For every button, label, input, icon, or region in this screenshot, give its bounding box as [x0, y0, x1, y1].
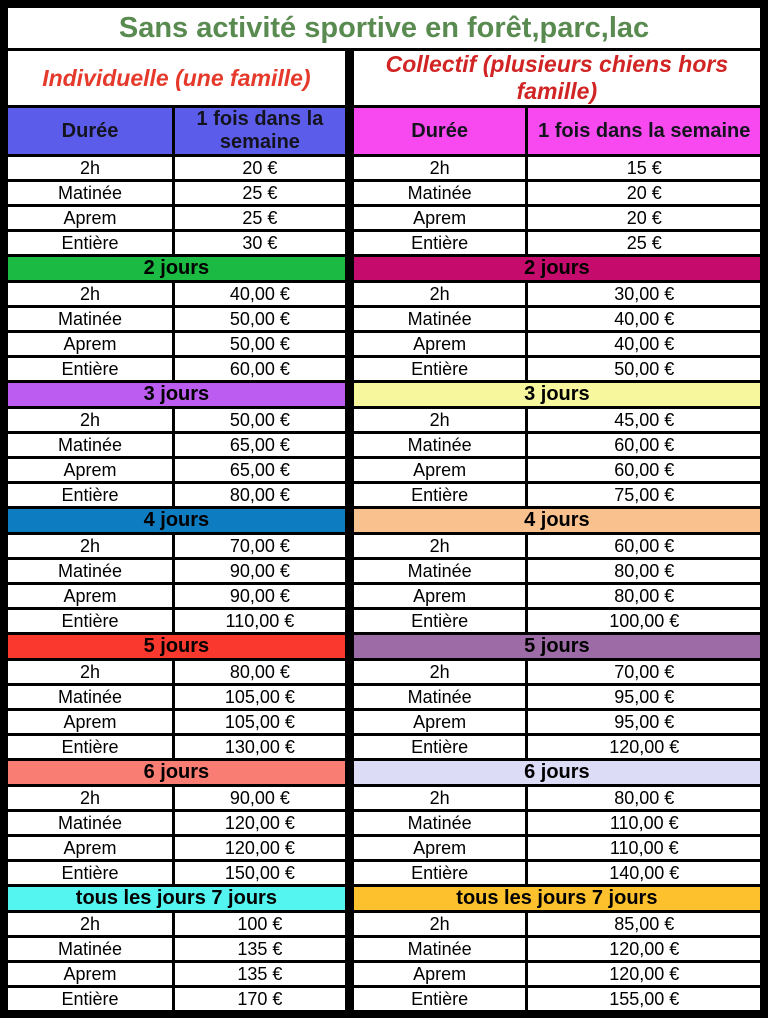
duration-cell-individual: Matinée [4, 181, 174, 206]
duration-cell-collective: Matinée [349, 811, 527, 836]
price-row [4, 458, 764, 483]
section-banner-collective: 5 jours [349, 634, 764, 660]
duration-cell-collective: Entière [349, 987, 527, 1015]
duration-cell-collective: Entière [349, 609, 527, 634]
duration-cell-collective: Entière [349, 357, 527, 382]
price-cell-collective: 25 € [527, 231, 764, 256]
duration-cell-collective: Matinée [349, 937, 527, 962]
price-cell-individual: 90,00 € [174, 559, 350, 584]
price-cell-individual: 65,00 € [174, 458, 350, 483]
section-banner-individual: tous les jours 7 jours [4, 886, 349, 912]
price-cell-individual: 105,00 € [174, 710, 350, 735]
price-cell-individual: 150,00 € [174, 861, 350, 886]
price-cell-individual: 70,00 € [174, 534, 350, 559]
price-row [4, 912, 764, 937]
price-row [4, 206, 764, 231]
duration-cell-individual: Entière [4, 483, 174, 508]
collective-frequency-column-header: 1 fois dans la semaine [527, 107, 764, 156]
duration-cell-individual: Entière [4, 987, 174, 1015]
individual-duration-column-header: Durée [4, 107, 174, 156]
duration-cell-collective: Matinée [349, 307, 527, 332]
section-banner-collective: 2 jours [349, 256, 764, 282]
individual-frequency-column-header: 1 fois dans la semaine [174, 107, 350, 156]
duration-cell-individual: Matinée [4, 685, 174, 710]
duration-cell-collective: Matinée [349, 433, 527, 458]
price-cell-collective: 95,00 € [527, 710, 764, 735]
price-cell-collective: 120,00 € [527, 962, 764, 987]
duration-cell-individual: Matinée [4, 307, 174, 332]
price-cell-individual: 130,00 € [174, 735, 350, 760]
price-cell-individual: 90,00 € [174, 584, 350, 609]
duration-cell-individual: 2h [4, 912, 174, 937]
price-row [4, 408, 764, 433]
duration-cell-collective: Entière [349, 735, 527, 760]
price-cell-individual: 80,00 € [174, 660, 350, 685]
duration-cell-individual: Matinée [4, 559, 174, 584]
price-cell-collective: 95,00 € [527, 685, 764, 710]
duration-cell-collective: 2h [349, 786, 527, 811]
price-cell-collective: 50,00 € [527, 357, 764, 382]
price-cell-individual: 20 € [174, 156, 350, 181]
section-banner-row [4, 760, 764, 786]
price-row [4, 861, 764, 886]
price-row [4, 836, 764, 861]
price-cell-individual: 120,00 € [174, 836, 350, 861]
price-row [4, 660, 764, 685]
duration-cell-individual: Matinée [4, 937, 174, 962]
duration-cell-individual: Entière [4, 735, 174, 760]
price-cell-collective: 120,00 € [527, 937, 764, 962]
price-cell-collective: 60,00 € [527, 458, 764, 483]
duration-cell-individual: Aprem [4, 584, 174, 609]
duration-cell-individual: Entière [4, 231, 174, 256]
price-cell-collective: 85,00 € [527, 912, 764, 937]
duration-cell-collective: Matinée [349, 559, 527, 584]
duration-cell-individual: 2h [4, 660, 174, 685]
price-row [4, 735, 764, 760]
section-banner-collective: tous les jours 7 jours [349, 886, 764, 912]
duration-cell-collective: Aprem [349, 584, 527, 609]
price-cell-collective: 45,00 € [527, 408, 764, 433]
section-banner-individual: 4 jours [4, 508, 349, 534]
duration-cell-collective: Matinée [349, 685, 527, 710]
section-banner-collective: 3 jours [349, 382, 764, 408]
price-cell-collective: 40,00 € [527, 332, 764, 357]
price-row [4, 332, 764, 357]
duration-cell-collective: 2h [349, 660, 527, 685]
price-row [4, 685, 764, 710]
price-cell-individual: 135 € [174, 962, 350, 987]
section-banner-individual: 6 jours [4, 760, 349, 786]
price-cell-individual: 100 € [174, 912, 350, 937]
section-banner-individual: 3 jours [4, 382, 349, 408]
duration-cell-collective: Aprem [349, 962, 527, 987]
duration-cell-individual: 2h [4, 534, 174, 559]
page-title: Sans activité sportive en forêt,parc,lac [4, 4, 764, 50]
price-cell-collective: 80,00 € [527, 559, 764, 584]
duration-cell-individual: Aprem [4, 458, 174, 483]
price-row [4, 609, 764, 634]
price-cell-individual: 60,00 € [174, 357, 350, 382]
duration-cell-individual: Entière [4, 609, 174, 634]
price-cell-collective: 155,00 € [527, 987, 764, 1015]
price-row [4, 433, 764, 458]
price-cell-individual: 50,00 € [174, 307, 350, 332]
price-cell-collective: 75,00 € [527, 483, 764, 508]
section-banner-collective: 4 jours [349, 508, 764, 534]
section-banner-row [4, 508, 764, 534]
price-cell-individual: 25 € [174, 206, 350, 231]
price-row [4, 962, 764, 987]
duration-cell-individual: 2h [4, 786, 174, 811]
price-cell-individual: 120,00 € [174, 811, 350, 836]
price-cell-individual: 170 € [174, 987, 350, 1015]
price-cell-individual: 65,00 € [174, 433, 350, 458]
price-row [4, 156, 764, 181]
duration-cell-collective: 2h [349, 282, 527, 307]
collective-header: Collectif (plusieurs chiens hors famille) [349, 50, 764, 107]
individual-header: Individuelle (une famille) [4, 50, 349, 107]
duration-cell-collective: 2h [349, 156, 527, 181]
duration-cell-collective: 2h [349, 912, 527, 937]
price-cell-collective: 80,00 € [527, 786, 764, 811]
column-header-row [4, 107, 764, 156]
price-cell-collective: 20 € [527, 206, 764, 231]
duration-cell-collective: Aprem [349, 710, 527, 735]
duration-cell-individual: Aprem [4, 962, 174, 987]
price-row [4, 987, 764, 1015]
duration-cell-collective: Entière [349, 861, 527, 886]
price-cell-individual: 110,00 € [174, 609, 350, 634]
price-row [4, 357, 764, 382]
price-row [4, 584, 764, 609]
price-cell-collective: 100,00 € [527, 609, 764, 634]
price-row [4, 181, 764, 206]
price-cell-collective: 70,00 € [527, 660, 764, 685]
section-banner-row [4, 256, 764, 282]
price-cell-individual: 90,00 € [174, 786, 350, 811]
price-cell-individual: 50,00 € [174, 408, 350, 433]
collective-duration-column-header: Durée [349, 107, 527, 156]
price-cell-collective: 30,00 € [527, 282, 764, 307]
section-banner-individual: 2 jours [4, 256, 349, 282]
price-cell-individual: 135 € [174, 937, 350, 962]
duration-cell-collective: Matinée [349, 181, 527, 206]
duration-cell-individual: 2h [4, 282, 174, 307]
price-cell-collective: 140,00 € [527, 861, 764, 886]
duration-cell-individual: Aprem [4, 206, 174, 231]
price-cell-individual: 105,00 € [174, 685, 350, 710]
price-cell-collective: 80,00 € [527, 584, 764, 609]
price-row [4, 811, 764, 836]
duration-cell-individual: Entière [4, 861, 174, 886]
category-header-row [4, 50, 764, 107]
price-row [4, 483, 764, 508]
price-cell-collective: 20 € [527, 181, 764, 206]
price-cell-collective: 60,00 € [527, 534, 764, 559]
section-banner-individual: 5 jours [4, 634, 349, 660]
price-cell-collective: 40,00 € [527, 307, 764, 332]
duration-cell-collective: 2h [349, 408, 527, 433]
duration-cell-collective: 2h [349, 534, 527, 559]
price-row [4, 282, 764, 307]
price-row [4, 559, 764, 584]
duration-cell-individual: Aprem [4, 710, 174, 735]
duration-cell-collective: Aprem [349, 836, 527, 861]
price-row [4, 710, 764, 735]
price-row [4, 534, 764, 559]
price-cell-individual: 50,00 € [174, 332, 350, 357]
duration-cell-individual: Matinée [4, 433, 174, 458]
price-row [4, 307, 764, 332]
title-row [4, 4, 764, 50]
section-banner-row [4, 886, 764, 912]
price-cell-individual: 40,00 € [174, 282, 350, 307]
section-banner-row [4, 634, 764, 660]
duration-cell-collective: Aprem [349, 458, 527, 483]
price-cell-collective: 110,00 € [527, 836, 764, 861]
duration-cell-individual: Matinée [4, 811, 174, 836]
duration-cell-individual: 2h [4, 408, 174, 433]
price-row [4, 231, 764, 256]
duration-cell-collective: Entière [349, 483, 527, 508]
price-cell-individual: 80,00 € [174, 483, 350, 508]
duration-cell-individual: 2h [4, 156, 174, 181]
price-cell-individual: 30 € [174, 231, 350, 256]
price-cell-collective: 110,00 € [527, 811, 764, 836]
price-cell-collective: 60,00 € [527, 433, 764, 458]
section-banner-row [4, 382, 764, 408]
duration-cell-individual: Entière [4, 357, 174, 382]
duration-cell-individual: Aprem [4, 836, 174, 861]
price-row [4, 786, 764, 811]
duration-cell-collective: Entière [349, 231, 527, 256]
price-cell-collective: 15 € [527, 156, 764, 181]
price-cell-individual: 25 € [174, 181, 350, 206]
duration-cell-collective: Aprem [349, 332, 527, 357]
price-cell-collective: 120,00 € [527, 735, 764, 760]
duration-cell-collective: Aprem [349, 206, 527, 231]
duration-cell-individual: Aprem [4, 332, 174, 357]
price-row [4, 937, 764, 962]
section-banner-collective: 6 jours [349, 760, 764, 786]
